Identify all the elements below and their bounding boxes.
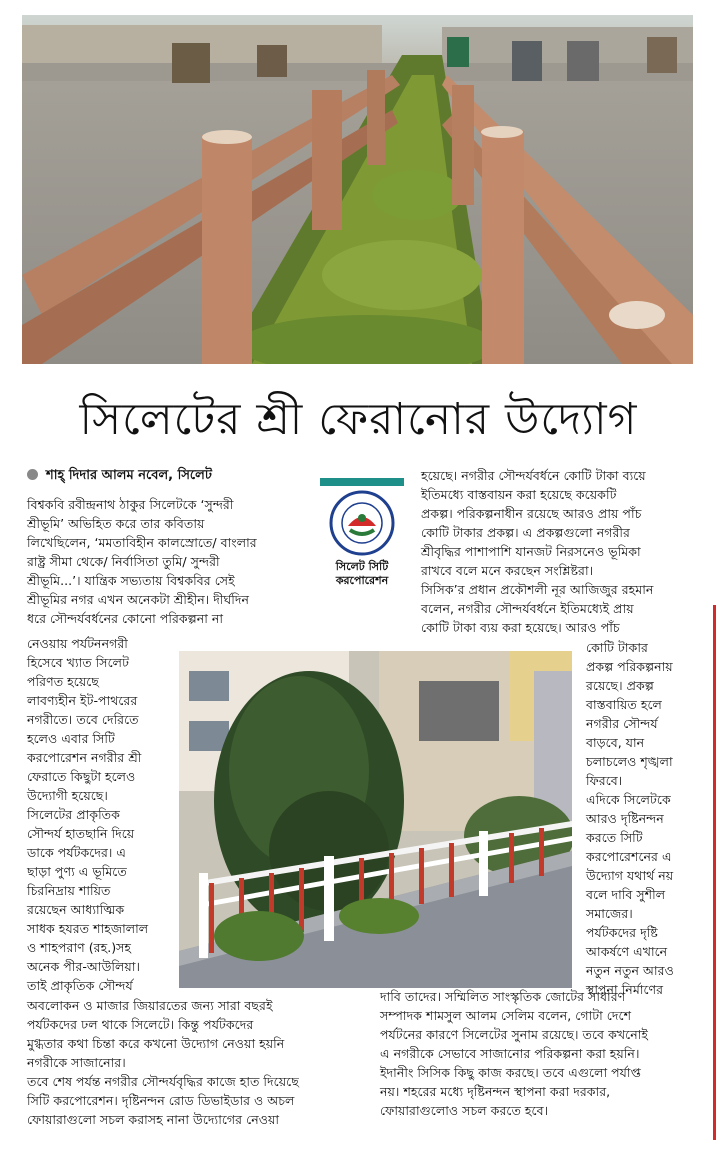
byline-text: শাহ্ দিদার আলম নবেল, সিলেট: [46, 468, 212, 483]
body-right-narrow: কোটি টাকার প্রকল্প পরিকল্পনায় রয়েছে। প্রকল্প বাস্তবায়িত হলে নগরীর সৌন্দর্য বাড়বে, যান চলাচলেও শৃঙ্খলা ফিরবে। এদিকে সিলেটকে আরও দৃষ্টিনন্দন করতে সিটি করপোরেশনের এ উদ্যোগ যথার্থ নয় বলে দাবি সুশীল সমাজের। পর্যটকদের দৃষ্টি আকর্ষণে এখানে নতুন নতুন আরও স্থাপনা নির্মাণের: [586, 640, 674, 997]
fountain-tree-photo: [179, 651, 572, 988]
body-right-bottom: দাবি তাদের। সম্মিলিত সাংস্কৃতিক জোটের সাধারণ সম্পাদক শামসুল আলম সেলিম বলেন, গোটা দেশে পর্যটনের কারণে সিলেটের সুনাম রয়েছে। তবে কখনোই এ নগরীকে সেভাবে সাজানোর পরিকল্পনা করা হয়নি। ইদানীং সিসিক কিছু কাজ করছে। তবে এগুলো পর্যাপ্ত নয়। শহরের মধ্যে দৃষ্টিনন্দন স্থাপনা করা দরকার, ফোয়ারাগুলোও সচল করতে হবে।: [380, 989, 648, 1118]
page-edge-rule: [713, 605, 716, 1140]
road-divider-image: [22, 15, 693, 364]
body-right-top: হয়েছে। নগরীর সৌন্দর্যবর্ধনে কোটি টাকা ব্যয়ে ইতিমধ্যে বাস্তবায়ন করা হয়েছে কয়েকটি প্রকল্প। পরিকল্পনাধীন রয়েছে আরও প্রায় পাঁচ কোটি টাকার প্রকল্প। এ প্রকল্পগুলো নগরীর শ্রীবৃদ্ধির পাশাপাশি যানজট নিরসনেও ভূমিকা রাখবে বলে মনে করছেন সংশ্লিষ্টরা। সিসিক’র প্রধান প্রকৌশলী নূর আজিজুর রহমান বলেন, নগরীর সৌন্দর্যবর্ধনে ইতিমধ্যেই প্রায় কোটি টাকা ব্যয় করা হয়েছে। আরও পাঁচ: [421, 468, 654, 635]
byline: [27, 466, 212, 487]
headline: সিলেটের শ্রী ফেরানোর উদ্যোগ: [79, 394, 638, 445]
bullet-icon: [27, 469, 38, 480]
tree-fence-image: [179, 651, 572, 988]
logo-caption: সিলেট সিটি করপোরেশন: [335, 560, 389, 587]
city-corporation-logo: [320, 478, 404, 587]
body-left-bottom: অবলোকন ও মাজার জিয়ারতের জন্য সারা বছরই পর্যটকদের ঢল থাকে সিলেটে। কিন্তু পর্যটকদের মুগ্ধতার কথা চিন্তা করে কখনো উদ্যোগ নেওয়া হয়নি নগরীকে সাজানোর। তবে শেষ পর্যন্ত নগরীর সৌন্দর্যবৃদ্ধির কাজে হাত দিয়েছে সিটি করপোরেশন। দৃষ্টিনন্দন রোড ডিভাইডার ও অচল ফোয়ারাগুলো সচল করাসহ নানা উদ্যোগের নেওয়া: [27, 998, 299, 1127]
body-left-top: বিশ্বকবি রবীন্দ্রনাথ ঠাকুর সিলেটকে ‘সুন্দরী শ্রীভূমি’ অভিহিত করে তার কবিতায় লিখেছিলেন, ‘মমতাবিহীন কালস্রোতে/ বাংলার রাষ্ট্র সীমা থেকে/ নির্বাসিতা তুমি/ সুন্দরী শ্রীভূমি...’। যান্ত্রিক সভ্যতায় বিশ্বকবির সেই শ্রীভূমির নগর এখন অনেকটা শ্রীহীন। দীর্ঘদিন ধরে সৌন্দর্যবর্ধনের কোনো পরিকল্পনা না: [27, 497, 257, 626]
logo-emblem-icon: [320, 488, 404, 558]
body-left-narrow: নেওয়ায় পর্যটননগরী হিসেবে খ্যাত সিলেট পরিণত হয়েছে লাবণ্যহীন ইট-পাথরের নগরীতে। তবে দেরিতে হলেও এবার সিটি করপোরেশন নগরীর শ্রী ফেরাতে কিছুটা হলেও উদ্যোগী হয়েছে। সিলেটের প্রাকৃতিক সৌন্দর্য হাতছানি দিয়ে ডাকে পর্যটকদের। এ ছাড়া পুণ্য এ ভূমিতে চিরনিদ্রায় শায়িত রয়েছেন আধ্যাত্মিক সাধক হযরত শাহজালাল ও শাহপরাণ (রহ.)সহ অনেক পীর-আউলিয়া। তাই প্রাকৃতিক সৌন্দর্য: [27, 636, 149, 993]
road-divider-photo: [22, 15, 693, 364]
logo-accent-bar: [320, 478, 404, 486]
